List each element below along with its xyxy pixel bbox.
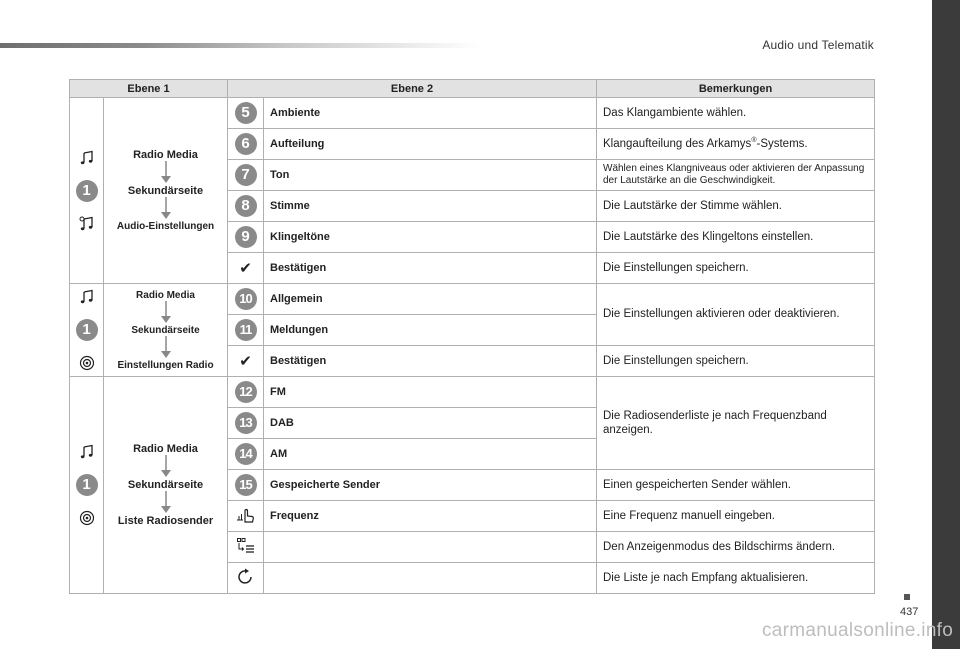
step-badge: 8 (235, 195, 257, 217)
setting-name: AM (264, 439, 597, 470)
col-header-ebene2: Ebene 2 (228, 80, 597, 98)
table-row (70, 377, 875, 408)
setting-name: Meldungen (264, 315, 597, 346)
nav-label: Radio Media (136, 289, 195, 301)
setting-name: Ton (264, 160, 597, 191)
col-header-ebene1: Ebene 1 (70, 80, 228, 98)
page-marker (904, 594, 910, 600)
arrow-down-icon (159, 455, 173, 479)
refresh-icon (236, 568, 256, 586)
step-badge: 7 (235, 164, 257, 186)
setting-note: Den Anzeigenmodus des Bildschirms ändern. (597, 532, 875, 563)
music-note-icon (79, 444, 95, 460)
level1-navigation (104, 98, 228, 284)
setting-name: FM (264, 377, 597, 408)
setting-name: Allgemein (264, 284, 597, 315)
sidebar-tab (932, 0, 960, 649)
header-gradient-bar (0, 43, 480, 48)
arrow-down-icon (159, 197, 173, 221)
setting-name: Bestätigen (264, 253, 597, 284)
nav-label: Audio-Einstellungen (116, 221, 215, 232)
watermark: carmanualsonline.info (762, 620, 954, 641)
setting-note: Klangaufteilung des Arkamys®-Systems. (597, 129, 875, 160)
level1-icons (70, 284, 104, 377)
setting-note: Die Radiosenderliste je nach Frequenzband anzeigen. (597, 377, 875, 470)
nav-label: Sekundärseite (127, 185, 204, 197)
level1-icons (70, 377, 104, 594)
music-note-icon (79, 289, 95, 305)
setting-note: Die Einstellungen speichern. (597, 253, 875, 284)
arrow-down-icon (159, 491, 173, 515)
setting-name: Klingeltöne (264, 222, 597, 253)
setting-note: Einen gespeicherten Sender wählen. (597, 470, 875, 501)
setting-name: Aufteilung (264, 129, 597, 160)
step-badge: 13 (235, 412, 257, 434)
step-badge: 14 (235, 443, 257, 465)
setting-note: Die Einstellungen aktivieren oder deaktivieren. (597, 284, 875, 346)
setting-name: Ambiente (264, 98, 597, 129)
step-badge: 12 (235, 381, 257, 403)
table-row (70, 284, 875, 315)
setting-name: DAB (264, 408, 597, 439)
level1-navigation (104, 377, 228, 594)
check-icon: ✔ (239, 260, 252, 277)
step-badge: 6 (235, 133, 257, 155)
radio-list-icon (79, 510, 95, 526)
check-icon: ✔ (239, 353, 252, 370)
table-row (70, 98, 875, 129)
setting-name: Gespeicherte Sender (264, 470, 597, 501)
step-badge: 15 (235, 474, 257, 496)
radio-settings-icon (79, 355, 95, 371)
arrow-down-icon (159, 161, 173, 185)
nav-label: Einstellungen Radio (117, 359, 214, 371)
setting-name (264, 532, 597, 563)
step-badge: 10 (235, 288, 257, 310)
settings-table (69, 79, 875, 594)
page-number: 437 (900, 606, 919, 618)
nav-label: Liste Radiosender (117, 515, 214, 527)
display-mode-icon (236, 537, 256, 555)
nav-label: Radio Media (133, 443, 198, 455)
level1-icons (70, 98, 104, 284)
nav-label: Radio Media (133, 149, 198, 161)
level1-navigation (104, 284, 228, 377)
manual-tune-icon (236, 506, 256, 524)
setting-note: Die Lautstärke des Klingeltons einstellen. (597, 222, 875, 253)
nav-label: Sekundärseite (127, 479, 204, 491)
setting-note: Eine Frequenz manuell eingeben. (597, 501, 875, 532)
setting-note: Die Lautstärke der Stimme wählen. (597, 191, 875, 222)
setting-note: Die Einstellungen speichern. (597, 346, 875, 377)
setting-note: Die Liste je nach Empfang aktualisieren. (597, 563, 875, 594)
step-badge: 1 (76, 474, 98, 496)
setting-name: Stimme (264, 191, 597, 222)
music-note-icon (79, 150, 95, 166)
setting-name: Frequenz (264, 501, 597, 532)
step-badge: 11 (235, 319, 257, 341)
step-badge: 9 (235, 226, 257, 248)
step-badge: 1 (76, 319, 98, 341)
nav-label: Sekundärseite (131, 324, 200, 336)
step-badge: 5 (235, 102, 257, 124)
setting-name: Bestätigen (264, 346, 597, 377)
step-badge: 1 (76, 180, 98, 202)
setting-note: Wählen eines Klangniveaus oder aktivieren der Anpassung der Lautstärke an die Geschwindigkeit. (597, 160, 875, 191)
chapter-title: Audio und Telematik (762, 38, 874, 52)
setting-note: Das Klangambiente wählen. (597, 98, 875, 129)
arrow-down-icon (159, 301, 173, 325)
setting-name (264, 563, 597, 594)
col-header-bemerkungen: Bemerkungen (597, 80, 875, 98)
arrow-down-icon (159, 336, 173, 360)
sound-settings-icon (79, 216, 95, 232)
